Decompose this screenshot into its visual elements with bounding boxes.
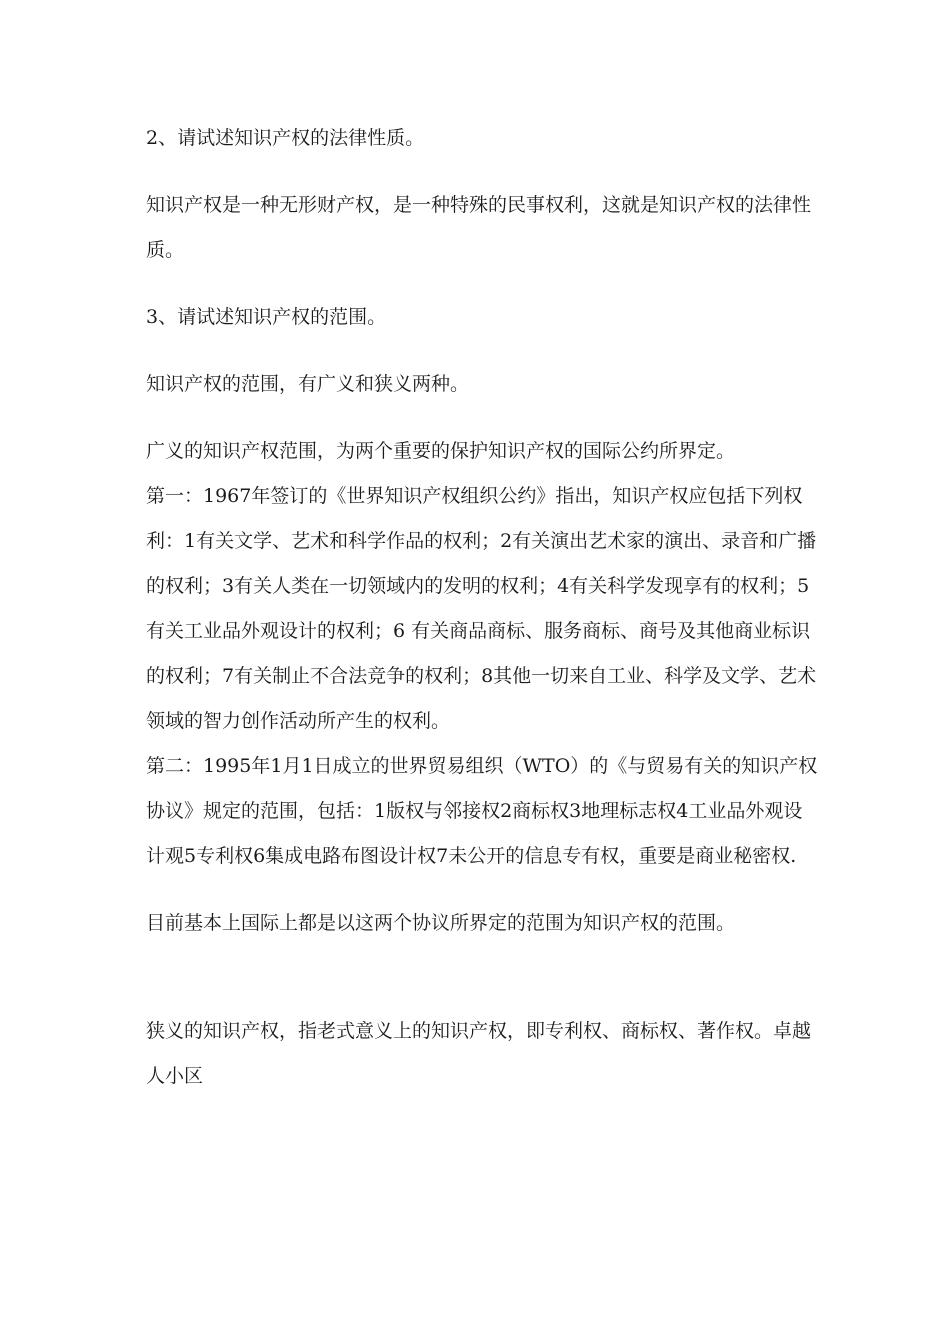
answer-paragraph-legal-nature: 知识产权是一种无形财产权，是一种特殊的民事权利，这就是知识产权的法律性质。 [146, 194, 812, 261]
paragraph-broad-scope: 广义的知识产权范围，为两个重要的保护知识产权的国际公约所界定。 [146, 440, 736, 462]
question-heading-2: 2、请试述知识产权的法律性质。 [146, 127, 425, 149]
paragraph-narrow-scope: 狭义的知识产权，指老式意义上的知识产权，即专利权、商标权、著作权。卓越人小区 [146, 1020, 812, 1087]
paragraph-wipo-convention: 第一：1967年签订的《世界知识产权组织公约》指出，知识产权应包括下列权利：1有关文学、艺术和科学作品的权利；2有关演出艺术家的演出、录音和广播的权利；3有关人类在一切领域内的发明的权利；4有关科学发现享有的权利；5有关工业品外观设计的权利；6 有关商品商标、服务商标、商号及其他商业标识的权利；7有关制止不合法竞争的权利；8其他一切来自工业、科学及文学、艺术领域的智力创作活动所产生的权利。 [146, 485, 817, 732]
question-heading-3: 3、请试述知识产权的范围。 [146, 306, 387, 328]
document-body [146, 116, 818, 1099]
answer-paragraph-scope-intro: 知识产权的范围，有广义和狭义两种。 [146, 373, 470, 395]
paragraph-current-scope: 目前基本上国际上都是以这两个协议所界定的范围为知识产权的范围。 [146, 912, 736, 934]
paragraph-trips-agreement: 第二：1995年1月1日成立的世界贸易组织（WTO）的《与贸易有关的知识产权协议》规定的范围，包括：1版权与邻接权2商标权3地理标志权4工业品外观设计观5专利权6集成电路布图设计权7未公开的信息专有权，重要是商业秘密权. [146, 755, 818, 867]
